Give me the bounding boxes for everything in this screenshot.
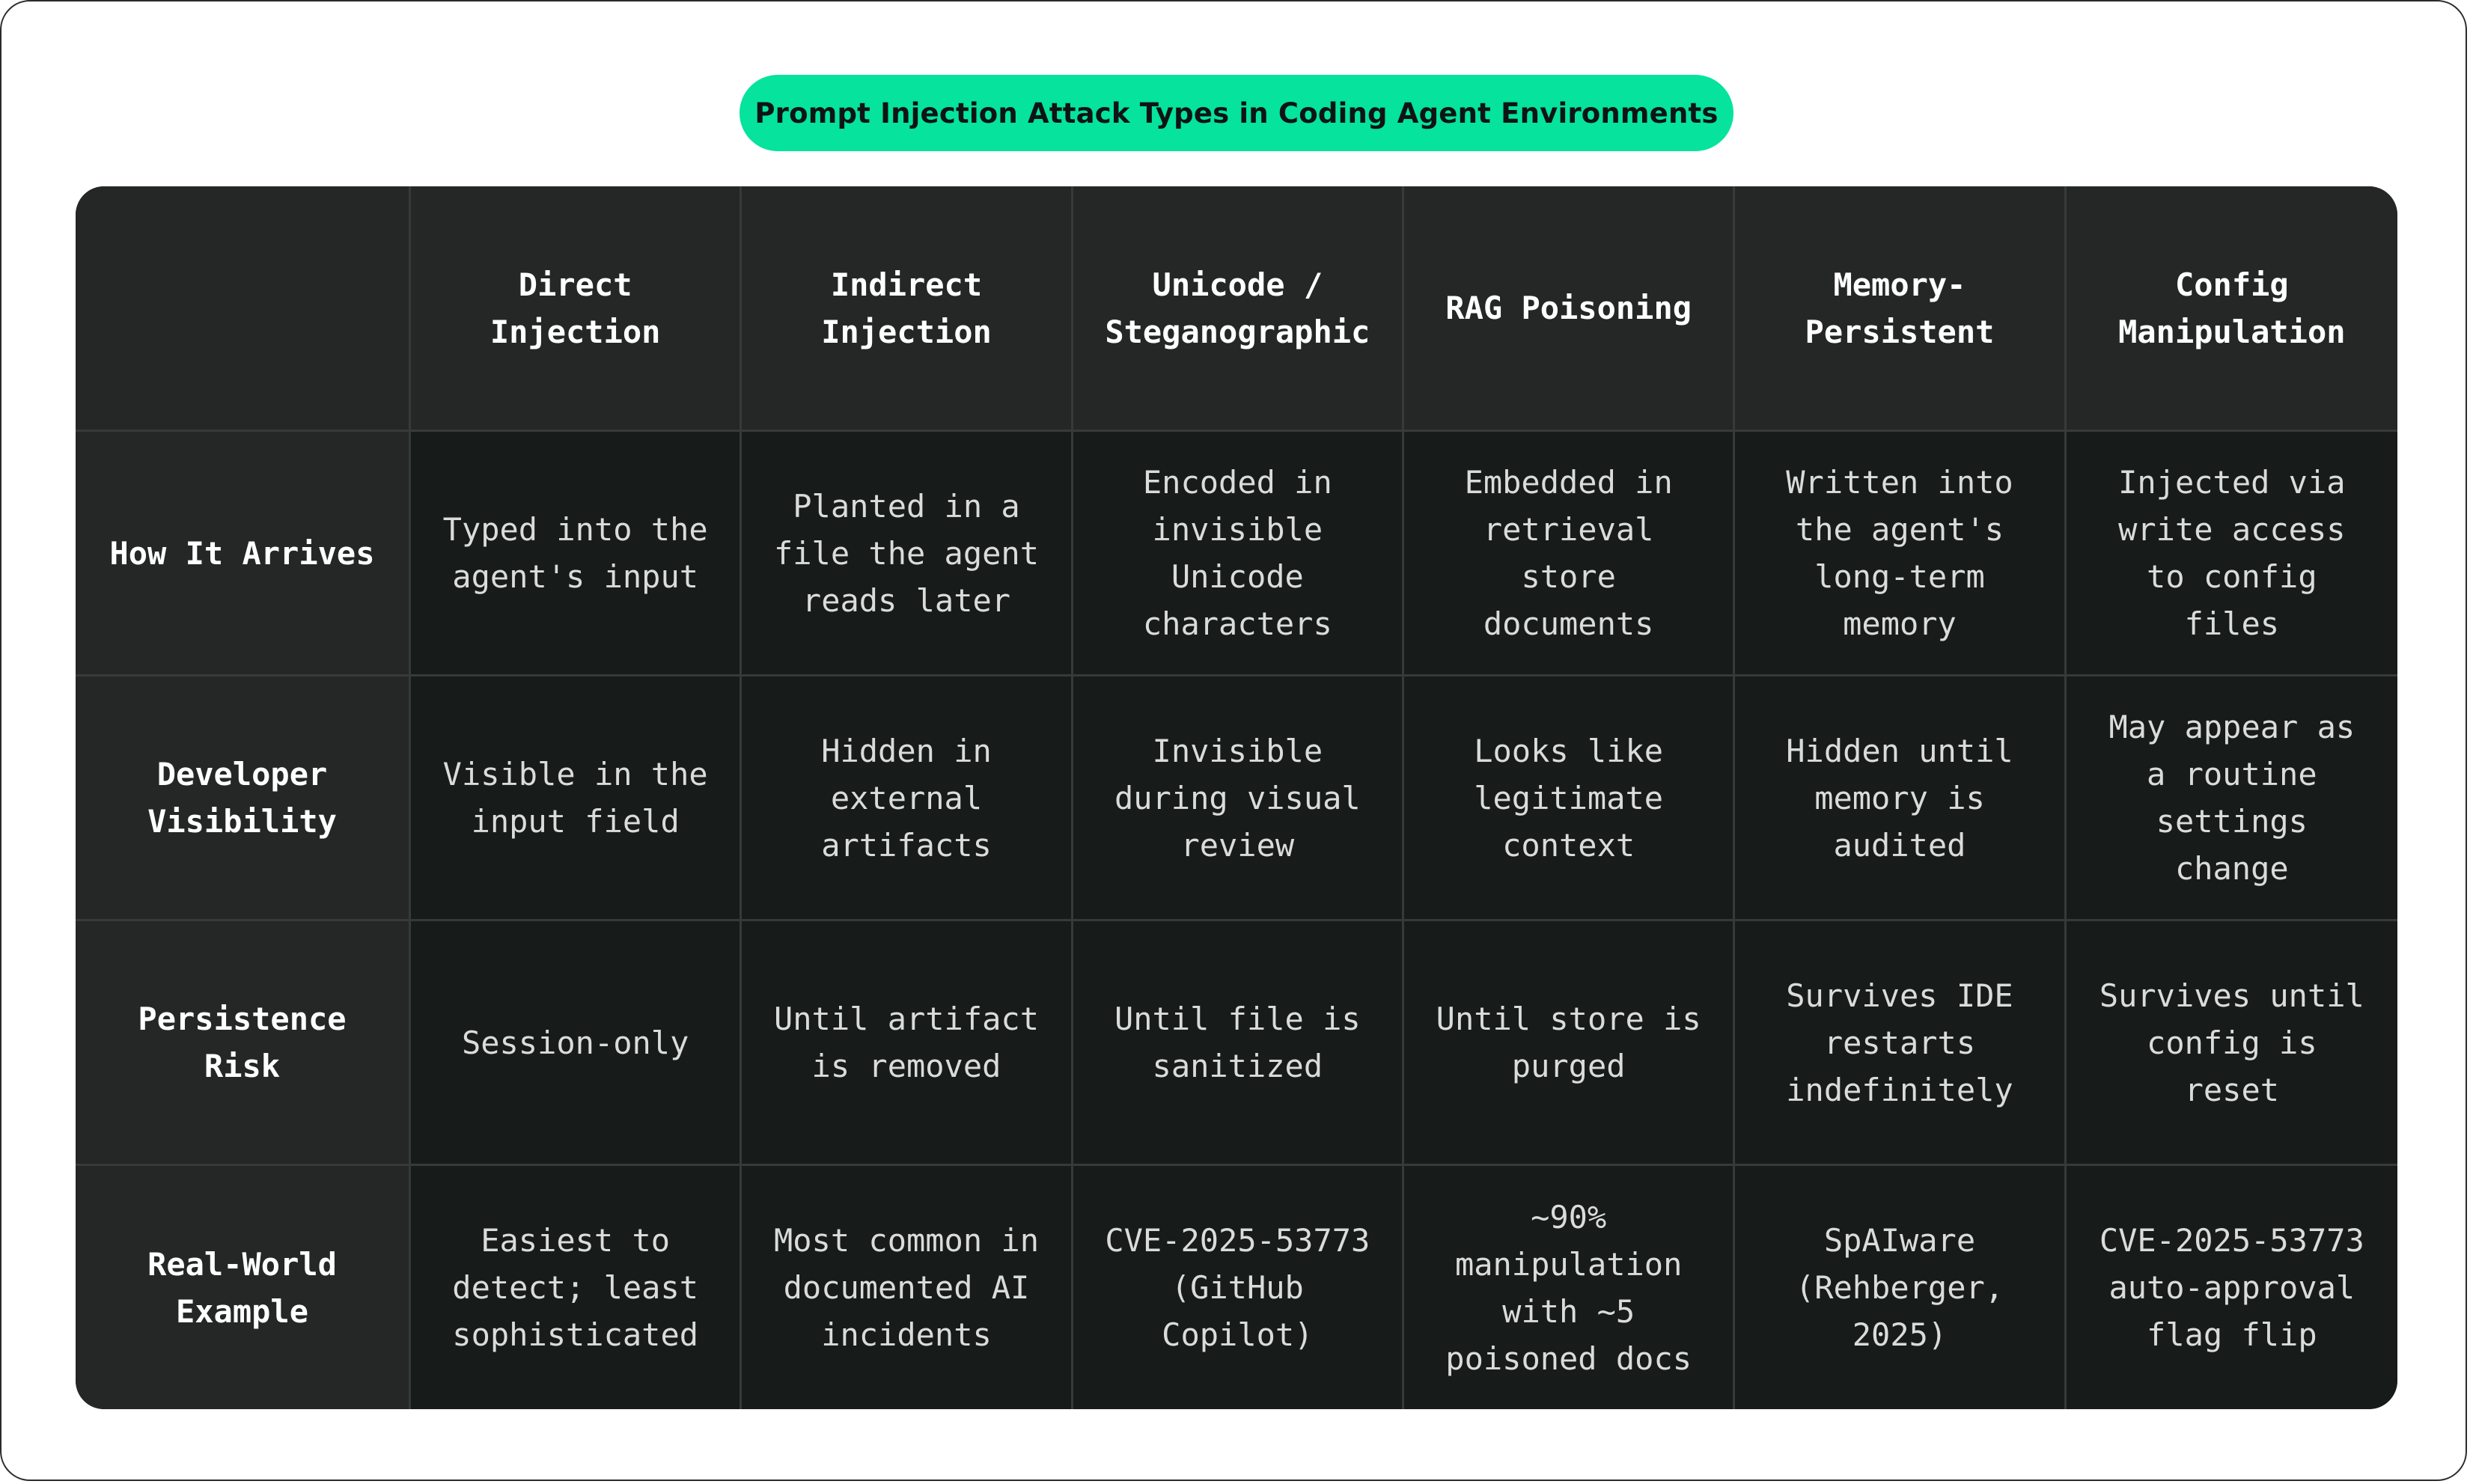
table-cell: Until file is sanitized [1073, 921, 1404, 1166]
row-header: How It Arrives [76, 432, 411, 677]
row-header: Persistence Risk [76, 921, 411, 1166]
table-cell: ~90% manipulation with ~5 poisoned docs [1404, 1166, 1735, 1409]
page-title: Prompt Injection Attack Types in Coding Agent Environments [740, 75, 1733, 151]
table-cell: Typed into the agent's input [411, 432, 742, 677]
table-cell: SpAIware (Rehberger, 2025) [1735, 1166, 2066, 1409]
column-header: Memory- Persistent [1735, 186, 2066, 432]
table-cell: Hidden in external artifacts [742, 677, 1073, 921]
row-header: Real-World Example [76, 1166, 411, 1409]
column-header: Direct Injection [411, 186, 742, 432]
table-cell: Until store is purged [1404, 921, 1735, 1166]
row-header: Developer Visibility [76, 677, 411, 921]
table-cell: Encoded in invisible Unicode characters [1073, 432, 1404, 677]
comparison-table [76, 186, 2397, 1409]
table-cell: Survives until config is reset [2067, 921, 2397, 1166]
table-cell: Session-only [411, 921, 742, 1166]
table-cell: Written into the agent's long-term memory [1735, 432, 2066, 677]
table-cell: Planted in a file the agent reads later [742, 432, 1073, 677]
table-cell: Visible in the input field [411, 677, 742, 921]
table-cell: May appear as a routine settings change [2067, 677, 2397, 921]
column-header: Unicode / Steganographic [1073, 186, 1404, 432]
table-cell: Most common in documented AI incidents [742, 1166, 1073, 1409]
table-cell: CVE-2025-53773 auto-approval flag flip [2067, 1166, 2397, 1409]
table-cell: Hidden until memory is audited [1735, 677, 2066, 921]
table-cell: Survives IDE restarts indefinitely [1735, 921, 2066, 1166]
table-cell: Invisible during visual review [1073, 677, 1404, 921]
table-cell: Until artifact is removed [742, 921, 1073, 1166]
column-header: RAG Poisoning [1404, 186, 1735, 432]
table-cell: Injected via write access to config files [2067, 432, 2397, 677]
table-cell: CVE-2025-53773 (GitHub Copilot) [1073, 1166, 1404, 1409]
table-cell: Embedded in retrieval store documents [1404, 432, 1735, 677]
corner-cell [76, 186, 411, 432]
table-cell: Looks like legitimate context [1404, 677, 1735, 921]
table-cell: Easiest to detect; least sophisticated [411, 1166, 742, 1409]
column-header: Indirect Injection [742, 186, 1073, 432]
column-header: Config Manipulation [2067, 186, 2397, 432]
